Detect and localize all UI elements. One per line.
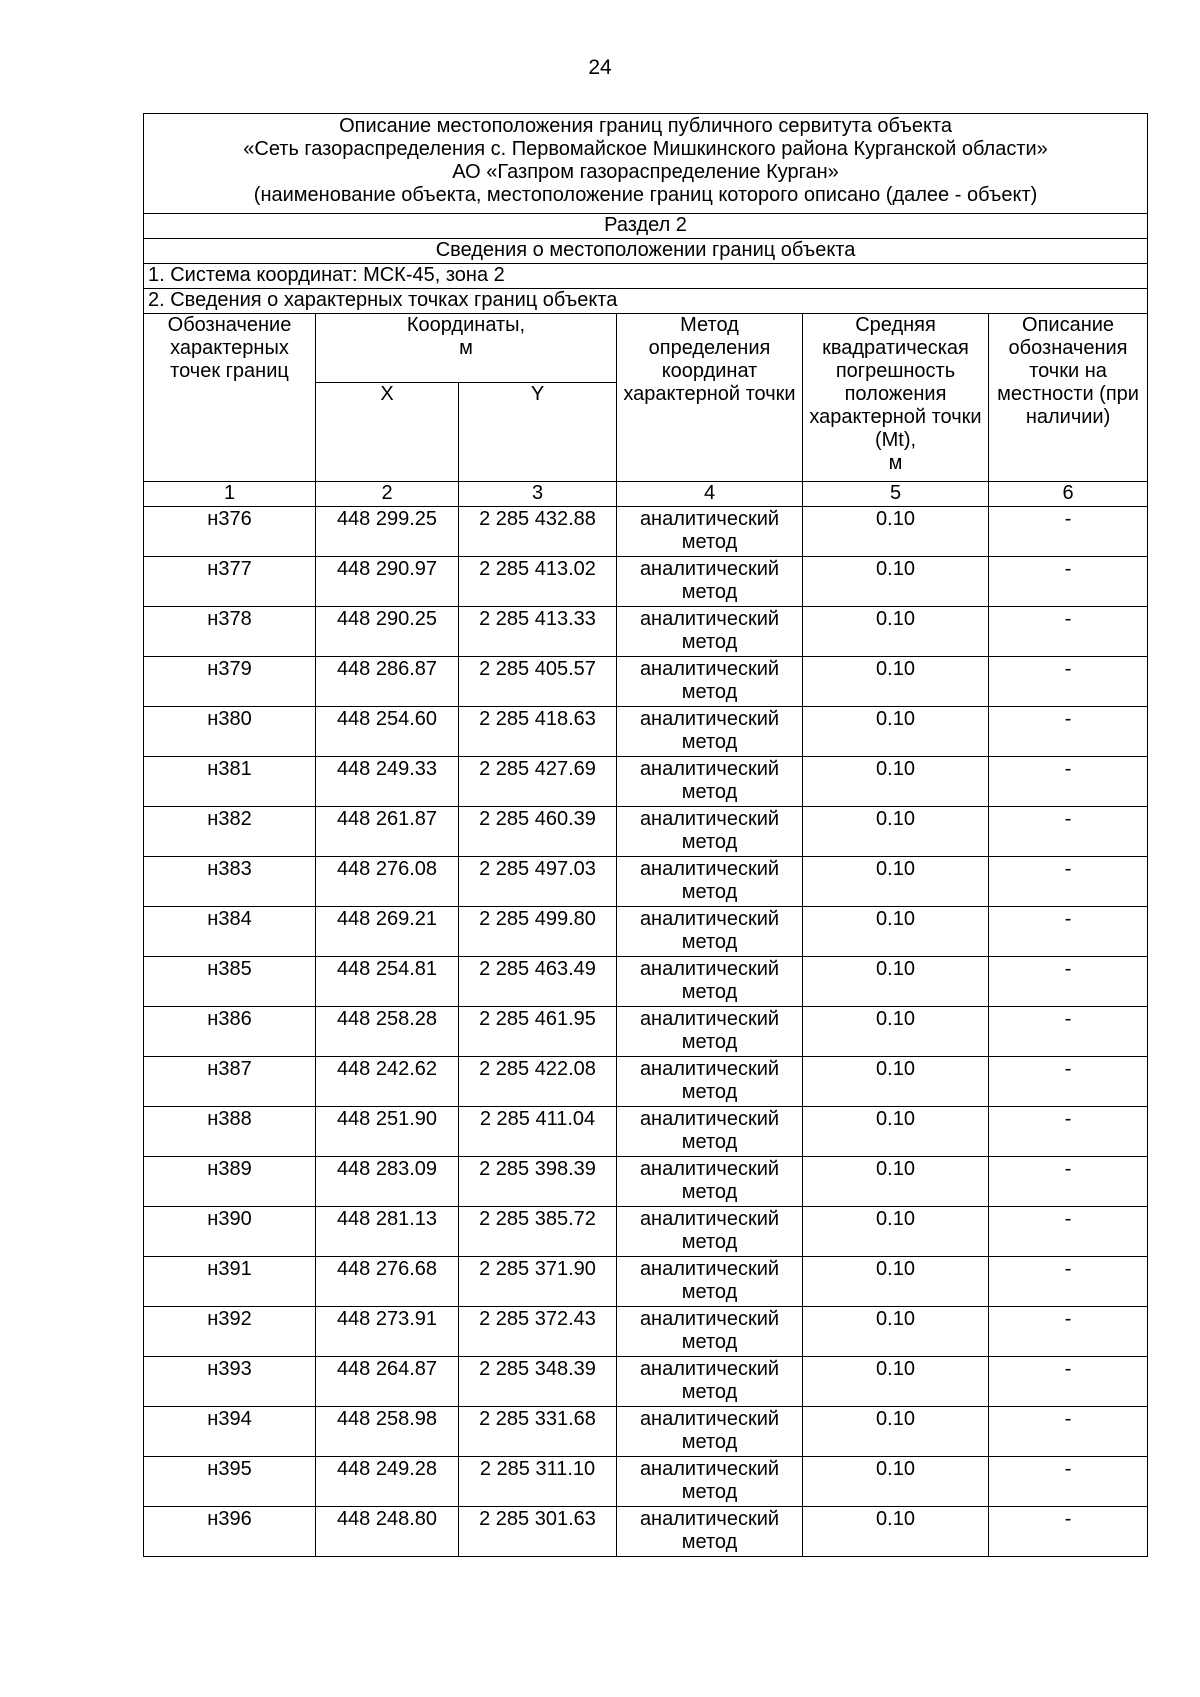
- method-cell: аналитический метод: [617, 1107, 803, 1157]
- method-cell: аналитический метод: [617, 1407, 803, 1457]
- point-id-cell: н387: [144, 1057, 316, 1107]
- point-id-cell: н377: [144, 557, 316, 607]
- error-cell: 0.10: [803, 1307, 989, 1357]
- col-header-x: X: [316, 383, 459, 482]
- section-title: Сведения о местоположении границ объекта: [144, 239, 1148, 264]
- table-row: [144, 557, 1148, 607]
- error-cell: 0.10: [803, 857, 989, 907]
- method-cell: аналитический метод: [617, 1157, 803, 1207]
- table-row: [144, 657, 1148, 707]
- table-row: [144, 1507, 1148, 1557]
- x-coordinate-cell: 448 269.21: [316, 907, 459, 957]
- title-line: (наименование объекта, местоположение границ которого описано (далее - объект): [253, 184, 1038, 206]
- point-id-cell: н381: [144, 757, 316, 807]
- table-row: [144, 957, 1148, 1007]
- point-id-cell: н382: [144, 807, 316, 857]
- point-id-cell: н391: [144, 1257, 316, 1307]
- table-row: [144, 707, 1148, 757]
- error-cell: 0.10: [803, 1107, 989, 1157]
- y-coordinate-cell: 2 285 405.57: [459, 657, 617, 707]
- y-coordinate-cell: 2 285 331.68: [459, 1407, 617, 1457]
- method-cell: аналитический метод: [617, 1307, 803, 1357]
- method-cell: аналитический метод: [617, 1257, 803, 1307]
- description-cell: -: [989, 1157, 1148, 1207]
- error-cell: 0.10: [803, 1157, 989, 1207]
- table-row: [144, 757, 1148, 807]
- x-coordinate-cell: 448 249.28: [316, 1457, 459, 1507]
- y-coordinate-cell: 2 285 413.33: [459, 607, 617, 657]
- point-id-cell: н378: [144, 607, 316, 657]
- error-cell: 0.10: [803, 507, 989, 557]
- coordinate-system: 1. Система координат: МСК-45, зона 2: [144, 264, 1148, 289]
- x-coordinate-cell: 448 258.98: [316, 1407, 459, 1457]
- y-coordinate-cell: 2 285 427.69: [459, 757, 617, 807]
- boundary-points-table: [143, 113, 1148, 1557]
- col-number: 1: [144, 482, 316, 507]
- col-number: 3: [459, 482, 617, 507]
- col-number: 4: [617, 482, 803, 507]
- table-row: [144, 1057, 1148, 1107]
- error-cell: 0.10: [803, 1057, 989, 1107]
- error-cell: 0.10: [803, 1207, 989, 1257]
- description-cell: -: [989, 1407, 1148, 1457]
- title-line: АО «Газпром газораспределение Курган»: [452, 161, 839, 183]
- method-cell: аналитический метод: [617, 757, 803, 807]
- y-coordinate-cell: 2 285 497.03: [459, 857, 617, 907]
- table-row: [144, 1007, 1148, 1057]
- error-cell: 0.10: [803, 1407, 989, 1457]
- method-cell: аналитический метод: [617, 857, 803, 907]
- error-cell: 0.10: [803, 757, 989, 807]
- method-cell: аналитический метод: [617, 1507, 803, 1557]
- error-cell: 0.10: [803, 1507, 989, 1557]
- point-id-cell: н376: [144, 507, 316, 557]
- x-coordinate-cell: 448 290.97: [316, 557, 459, 607]
- point-id-cell: н396: [144, 1507, 316, 1557]
- y-coordinate-cell: 2 285 411.04: [459, 1107, 617, 1157]
- x-coordinate-cell: 448 242.62: [316, 1057, 459, 1107]
- col-header-y: Y: [459, 383, 617, 482]
- description-cell: -: [989, 1457, 1148, 1507]
- x-coordinate-cell: 448 248.80: [316, 1507, 459, 1557]
- x-coordinate-cell: 448 261.87: [316, 807, 459, 857]
- x-coordinate-cell: 448 249.33: [316, 757, 459, 807]
- table-row: [144, 907, 1148, 957]
- description-cell: -: [989, 1357, 1148, 1407]
- description-cell: -: [989, 1007, 1148, 1057]
- point-id-cell: н386: [144, 1007, 316, 1057]
- error-cell: 0.10: [803, 807, 989, 857]
- method-cell: аналитический метод: [617, 957, 803, 1007]
- description-cell: -: [989, 1057, 1148, 1107]
- y-coordinate-cell: 2 285 311.10: [459, 1457, 617, 1507]
- col-number: 6: [989, 482, 1148, 507]
- description-cell: -: [989, 1307, 1148, 1357]
- x-coordinate-cell: 448 276.68: [316, 1257, 459, 1307]
- description-cell: -: [989, 557, 1148, 607]
- y-coordinate-cell: 2 285 413.02: [459, 557, 617, 607]
- point-id-cell: н389: [144, 1157, 316, 1207]
- document-title: [144, 114, 1148, 214]
- description-cell: -: [989, 657, 1148, 707]
- x-coordinate-cell: 448 251.90: [316, 1107, 459, 1157]
- y-coordinate-cell: 2 285 418.63: [459, 707, 617, 757]
- page-number: 24: [588, 56, 612, 79]
- section-label: Раздел 2: [144, 214, 1148, 239]
- title-line: «Сеть газораспределения с. Первомайское Мишкинского района Курганской области»: [243, 138, 1048, 160]
- error-cell: 0.10: [803, 1007, 989, 1057]
- y-coordinate-cell: 2 285 301.63: [459, 1507, 617, 1557]
- description-cell: -: [989, 807, 1148, 857]
- col-header-description: Описание обозначения точки на местности (при наличии): [989, 314, 1148, 482]
- description-cell: -: [989, 507, 1148, 557]
- method-cell: аналитический метод: [617, 657, 803, 707]
- table-row: [144, 1107, 1148, 1157]
- point-id-cell: н388: [144, 1107, 316, 1157]
- point-id-cell: н384: [144, 907, 316, 957]
- description-cell: -: [989, 607, 1148, 657]
- table-row: [144, 1257, 1148, 1307]
- description-cell: -: [989, 857, 1148, 907]
- table-row: [144, 1307, 1148, 1357]
- error-cell: 0.10: [803, 557, 989, 607]
- point-id-cell: н393: [144, 1357, 316, 1407]
- point-id-cell: н395: [144, 1457, 316, 1507]
- description-cell: -: [989, 757, 1148, 807]
- y-coordinate-cell: 2 285 461.95: [459, 1007, 617, 1057]
- y-coordinate-cell: 2 285 432.88: [459, 507, 617, 557]
- point-id-cell: н385: [144, 957, 316, 1007]
- method-cell: аналитический метод: [617, 1457, 803, 1507]
- y-coordinate-cell: 2 285 463.49: [459, 957, 617, 1007]
- col-header-point-id: Обозначение характерных точек границ: [144, 314, 316, 482]
- y-coordinate-cell: 2 285 398.39: [459, 1157, 617, 1207]
- title-line: Описание местоположения границ публичного сервитута объекта: [339, 115, 952, 137]
- point-id-cell: н392: [144, 1307, 316, 1357]
- description-cell: -: [989, 1257, 1148, 1307]
- x-coordinate-cell: 448 283.09: [316, 1157, 459, 1207]
- error-cell: 0.10: [803, 1457, 989, 1507]
- points-heading: 2. Сведения о характерных точках границ объекта: [144, 289, 1148, 314]
- table-row: [144, 1157, 1148, 1207]
- table-row: [144, 857, 1148, 907]
- description-cell: -: [989, 1507, 1148, 1557]
- x-coordinate-cell: 448 290.25: [316, 607, 459, 657]
- col-number: 5: [803, 482, 989, 507]
- error-cell: 0.10: [803, 707, 989, 757]
- col-number: 2: [316, 482, 459, 507]
- y-coordinate-cell: 2 285 385.72: [459, 1207, 617, 1257]
- table-row: [144, 507, 1148, 557]
- method-cell: аналитический метод: [617, 1007, 803, 1057]
- x-coordinate-cell: 448 281.13: [316, 1207, 459, 1257]
- x-coordinate-cell: 448 273.91: [316, 1307, 459, 1357]
- y-coordinate-cell: 2 285 371.90: [459, 1257, 617, 1307]
- col-header-coordinates: Координаты, м: [316, 314, 617, 383]
- point-id-cell: н390: [144, 1207, 316, 1257]
- y-coordinate-cell: 2 285 460.39: [459, 807, 617, 857]
- error-cell: 0.10: [803, 907, 989, 957]
- table-row: [144, 1207, 1148, 1257]
- method-cell: аналитический метод: [617, 557, 803, 607]
- y-coordinate-cell: 2 285 372.43: [459, 1307, 617, 1357]
- error-cell: 0.10: [803, 607, 989, 657]
- description-cell: -: [989, 957, 1148, 1007]
- point-id-cell: н394: [144, 1407, 316, 1457]
- table-row: [144, 1457, 1148, 1507]
- method-cell: аналитический метод: [617, 1057, 803, 1107]
- error-cell: 0.10: [803, 1357, 989, 1407]
- method-cell: аналитический метод: [617, 907, 803, 957]
- method-cell: аналитический метод: [617, 607, 803, 657]
- point-id-cell: н380: [144, 707, 316, 757]
- x-coordinate-cell: 448 286.87: [316, 657, 459, 707]
- table-row: [144, 1357, 1148, 1407]
- method-cell: аналитический метод: [617, 707, 803, 757]
- description-cell: -: [989, 1107, 1148, 1157]
- method-cell: аналитический метод: [617, 1357, 803, 1407]
- y-coordinate-cell: 2 285 422.08: [459, 1057, 617, 1107]
- description-cell: -: [989, 707, 1148, 757]
- y-coordinate-cell: 2 285 348.39: [459, 1357, 617, 1407]
- col-header-method: Метод определения координат характерной точки: [617, 314, 803, 482]
- method-cell: аналитический метод: [617, 807, 803, 857]
- error-cell: 0.10: [803, 957, 989, 1007]
- point-id-cell: н383: [144, 857, 316, 907]
- x-coordinate-cell: 448 299.25: [316, 507, 459, 557]
- table-row: [144, 807, 1148, 857]
- x-coordinate-cell: 448 254.81: [316, 957, 459, 1007]
- point-id-cell: н379: [144, 657, 316, 707]
- y-coordinate-cell: 2 285 499.80: [459, 907, 617, 957]
- x-coordinate-cell: 448 276.08: [316, 857, 459, 907]
- x-coordinate-cell: 448 258.28: [316, 1007, 459, 1057]
- table-row: [144, 1407, 1148, 1457]
- method-cell: аналитический метод: [617, 507, 803, 557]
- description-cell: -: [989, 1207, 1148, 1257]
- error-cell: 0.10: [803, 1257, 989, 1307]
- x-coordinate-cell: 448 254.60: [316, 707, 459, 757]
- x-coordinate-cell: 448 264.87: [316, 1357, 459, 1407]
- table-row: [144, 607, 1148, 657]
- method-cell: аналитический метод: [617, 1207, 803, 1257]
- col-header-error: Средняя квадратическая погрешность положения характерной точки (Mt), м: [803, 314, 989, 482]
- description-cell: -: [989, 907, 1148, 957]
- error-cell: 0.10: [803, 657, 989, 707]
